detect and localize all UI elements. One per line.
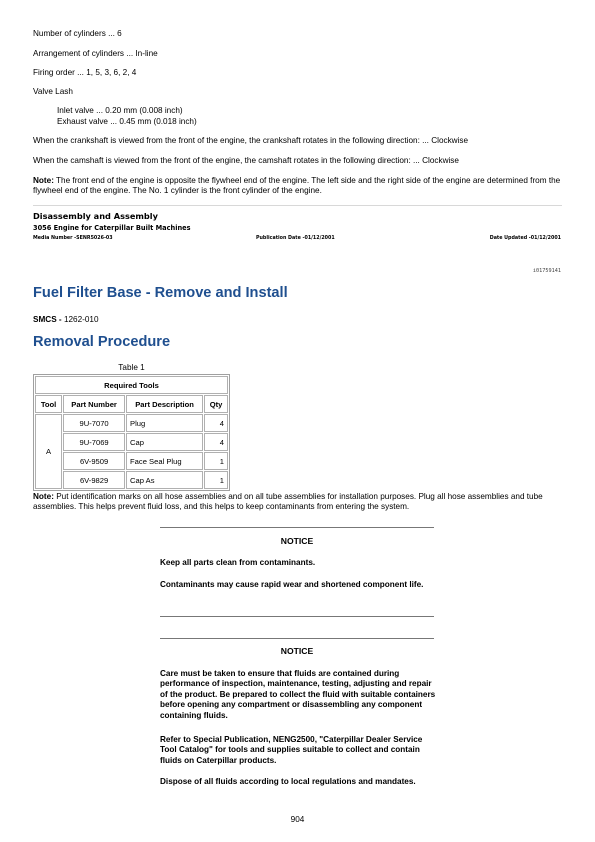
notice-text: Keep all parts clean from contaminants.: [160, 558, 316, 567]
column-header: Tool: [35, 395, 62, 413]
column-header: Part Number: [63, 395, 125, 413]
table-row: [35, 452, 228, 470]
notice-text: Contaminants may cause rapid wear and shortened component life.: [160, 580, 424, 589]
table-heading: Required Tools: [35, 376, 228, 394]
table-row: [35, 433, 228, 451]
section-title: Fuel Filter Base - Remove and Install: [33, 285, 288, 301]
page-number: 904: [290, 815, 305, 824]
notice-top-rule: [160, 638, 434, 639]
note-label: Note:: [33, 176, 54, 185]
engine-note: [33, 176, 563, 196]
notice-title: NOTICE: [280, 646, 314, 656]
notice-title: NOTICE: [280, 536, 314, 546]
media-number: Media Number -SENR5026-03: [33, 236, 113, 241]
document-id: i01759141: [532, 268, 561, 274]
section-divider: [33, 205, 562, 206]
table-row: [35, 414, 228, 432]
notice-top-rule: [160, 527, 434, 528]
part-description-cell: Face Seal Plug: [126, 452, 203, 470]
note-text: Put identification marks on all hose assemblies and on all tube assemblies for installation purposes. Plug all hose assemblies and tube assemblies. This helps prevent fluid loss, and this helps to keep contaminants from entering the system.: [33, 492, 543, 511]
smcs-value: 1262-010: [63, 315, 99, 324]
date-updated: Date Updated -01/12/2001: [489, 236, 561, 241]
publication-date: Publication Date -01/12/2001: [256, 236, 335, 241]
column-header: Part Description: [126, 395, 203, 413]
part-number-cell: 9U-7069: [63, 433, 125, 451]
notice-text: Dispose of all fluids according to local regulations and mandates.: [160, 777, 416, 786]
spec-camshaft-rotation: When the camshaft is viewed from the front of the engine, the camshaft rotates in the following direction: ... Clockwise: [33, 156, 459, 165]
notice-text: Care must be taken to ensure that fluids are contained during performance of inspection, maintenance, testing, adjusting and repair of the product. Be prepared to collect the fluid with suitable containers before opening any compartment or disassembling any component containing fluids.: [160, 669, 436, 720]
part-number-cell: 6V-9829: [63, 471, 125, 489]
smcs-label: SMCS -: [33, 315, 64, 324]
manual-subtitle: 3056 Engine for Caterpillar Built Machines: [33, 224, 191, 232]
qty-cell: 4: [204, 414, 228, 432]
spec-crankshaft-rotation: When the crankshaft is viewed from the front of the engine, the crankshaft rotates in the following direction: ... Clockwise: [33, 136, 469, 145]
notice-text: Refer to Special Publication, NENG2500, "Caterpillar Dealer Service Tool Catalog" for tools and supplies suitable to collect and contain fluids on Caterpillar products.: [160, 735, 423, 765]
qty-cell: 1: [204, 471, 228, 489]
notice-bottom-rule: [160, 616, 434, 617]
procedure-title: Removal Procedure: [33, 334, 171, 350]
part-number-cell: 6V-9509: [63, 452, 125, 470]
part-description-cell: Cap: [126, 433, 203, 451]
smcs-code: [33, 315, 99, 324]
column-header: Qty: [204, 395, 228, 413]
qty-cell: 4: [204, 433, 228, 451]
spec-arrangement: Arrangement of cylinders ... In-line: [33, 49, 158, 58]
manual-title: Disassembly and Assembly: [33, 211, 158, 221]
part-description-cell: Plug: [126, 414, 203, 432]
qty-cell: 1: [204, 452, 228, 470]
table-row: [35, 471, 228, 489]
table-caption: Table 1: [118, 363, 145, 372]
spec-firing-order: Firing order ... 1, 5, 3, 6, 2, 4: [33, 68, 137, 77]
spec-cylinders: Number of cylinders ... 6: [33, 29, 122, 38]
spec-exhaust-valve: Exhaust valve ... 0.45 mm (0.018 inch): [57, 117, 197, 126]
spec-valve-lash: Valve Lash: [33, 87, 73, 96]
required-tools-table: [33, 374, 230, 491]
tool-group-cell: A: [35, 414, 62, 489]
part-number-cell: 9U-7070: [63, 414, 125, 432]
part-description-cell: Cap As: [126, 471, 203, 489]
spec-inlet-valve: Inlet valve ... 0.20 mm (0.008 inch): [57, 106, 183, 115]
hose-note: [33, 492, 563, 512]
note-label: Note:: [33, 492, 54, 501]
note-text: The front end of the engine is opposite the flywheel end of the engine. The left side and the right side of the engine are determined from the flywheel end of the engine. The No. 1 cylinder is the front cylinder of the engine.: [33, 176, 561, 195]
